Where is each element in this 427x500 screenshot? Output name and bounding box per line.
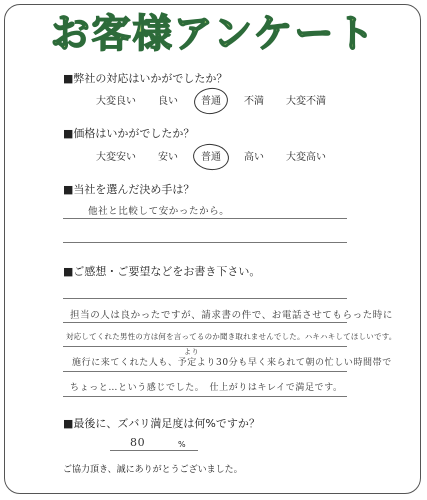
comment-line-0 <box>63 298 347 299</box>
comment-text-3: 施行に来てくれた人も、予定より30分も早く来られて朝の忙しい時間帯で <box>72 358 392 368</box>
option-service-good[interactable]: 良い <box>158 96 178 107</box>
option-price-expensive[interactable]: 高い <box>244 152 264 163</box>
option-service-very-unsatisfied[interactable]: 大変不満 <box>286 96 326 107</box>
option-price-very-expensive[interactable]: 大変高い <box>286 152 326 163</box>
comment-line-3 <box>63 371 347 372</box>
answer-deciding-factor: 他社と比較して安かったから。 <box>88 206 230 217</box>
question-price: ■価格はいかがでしたか？ <box>63 127 195 140</box>
footer-thanks: ご協力頂き、誠にありがとうございました。 <box>63 465 243 475</box>
option-service-very-good[interactable]: 大変良い <box>96 96 136 107</box>
option-price-cheap[interactable]: 安い <box>158 152 178 163</box>
satisfaction-unit: % <box>178 440 186 449</box>
option-price-normal[interactable]: 普通 <box>201 152 221 163</box>
option-service-unsatisfied[interactable]: 不満 <box>244 96 264 107</box>
answer-line-1 <box>63 218 347 219</box>
comment-ruby: より <box>184 348 200 356</box>
question-comments: ■ご感想・ご要望などをお書き下さい。 <box>63 265 261 278</box>
comment-line-1 <box>63 322 347 323</box>
question-service: ■弊社の対応はいかがでしたか？ <box>63 72 228 85</box>
satisfaction-value: 80 <box>130 436 146 449</box>
comment-line-4 <box>63 396 347 397</box>
answer-line-2 <box>63 242 347 243</box>
comment-line-2 <box>63 346 347 347</box>
comment-text-1: 担当の人は良かったですが、請求書の件で、お電話させてもらった時に <box>70 310 394 321</box>
option-price-very-cheap[interactable]: 大変安い <box>96 152 136 163</box>
option-service-normal[interactable]: 普通 <box>201 96 221 107</box>
satisfaction-line <box>110 450 198 451</box>
question-satisfaction: ■最後に、ズバリ満足度は何%ですか？ <box>63 417 260 430</box>
comment-text-2: 対応してくれた男性の方は何を言ってるのか聞き取れませんでした。ハキハキしてほしいです。 <box>66 332 397 341</box>
comment-text-4: ちょっと…という感じでした。 仕上がりはキレイで満足です。 <box>70 383 343 393</box>
survey-title: お客様アンケート <box>50 12 377 57</box>
question-deciding-factor: ■当社を選んだ決め手は？ <box>63 183 195 196</box>
